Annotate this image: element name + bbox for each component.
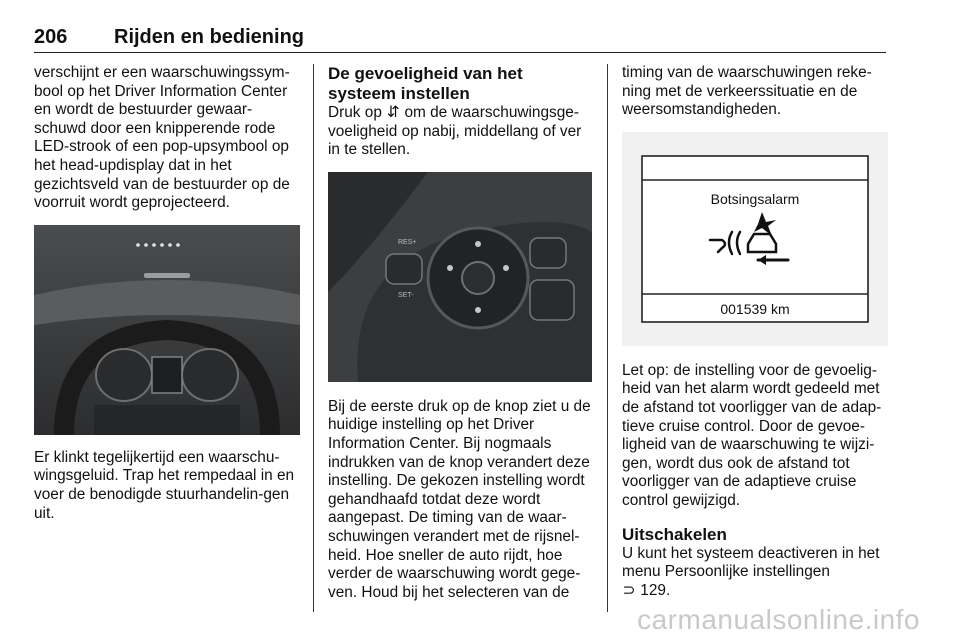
column-3 [622,64,888,600]
dashboard-illustration [34,225,300,435]
display-title: Botsingsalarm [710,190,800,207]
col2-p1-after: om de waarschuwingsge‐voeligheid op nabij, middellang of ver in te stellen. [328,104,582,159]
page-header [34,26,886,53]
column-divider-2 [607,64,608,612]
steering-wheel-photo [328,172,592,382]
steering-wheel-illustration [328,172,592,382]
col1-paragraph-2: Er klinkt tegelijkertijd een waarschu‐wingsgeluid. Trap het rempedaal in en voer de benodigde stuurhandelin‐gen uit. [34,448,295,522]
dashboard-photo [34,225,300,435]
page-reference-link[interactable]: 129. [640,581,671,599]
display-odometer: 001539 km [720,300,790,317]
driver-information-display [622,132,888,346]
col2-heading: De gevoeligheid van het systeem instellen [328,64,523,103]
col1-paragraph-1: verschijnt er een waarschuwingssym‐bool op het Driver Information Center en wordt de bestuurder gewaar‐schuwd door een knipperende rode LED-strook of een pop-upsymbool op het head-updisplay dat in het gezichtsveld van de bestuurder op de voorruit wordt geprojecteerd. [34,64,290,212]
watermark: carmanualsonline.info [637,604,920,635]
set-label: SET- [398,291,414,299]
col3-p3-text: U kunt het systeem deactiveren in het menu Persoonlijke instellingen [622,544,880,581]
column-divider-1 [313,64,314,612]
column-2 [328,64,592,602]
section-title: Rijden en bediening [114,26,305,48]
page-reference-icon: ⊃ [622,581,636,599]
res-label: RES+ [398,238,417,246]
col2-p1-before: Druk op [328,104,382,121]
col2-paragraph-1 [328,104,592,160]
col3-paragraph-2: Let op: de instelling voor de gevoelig‐heid van het alarm wordt gedeeld met de afstand tot voorligger van de adap‐tieve cruise control. Door de gevoe‐ligheid van de waarschuwing te wijzi‐gen, wordt dus ook de afstand tot voorligger van de adaptieve cruise control gewijzigd. [622,361,882,509]
col3-paragraph-1: timing van de waarschuwingen reke‐ning met de verkeerssituatie en de weersomstandigheden. [622,64,872,119]
col3-paragraph-3 [622,545,888,601]
column-1 [34,64,300,523]
wheel-button-icon: ⇵ [386,104,400,121]
page-number: 206 [34,26,68,48]
col3-heading: Uitschakelen [622,524,727,544]
col2-paragraph-2: Bij de eerste druk op de knop ziet u de huidige instelling op het Driver Information Center. Bij nogmaals indrukken van de knop verandert deze instelling. De gekozen instelling wordt gehandhaafd totdat deze wordt aangepast. De timing van de waar‐schuwingen verandert met de rijsnel‐heid. Hoe sneller de auto rijdt, hoe verder de waarschuwing wordt gege‐ven. Houd bij het selecteren van de [328,397,591,601]
display-illustration [622,132,888,346]
